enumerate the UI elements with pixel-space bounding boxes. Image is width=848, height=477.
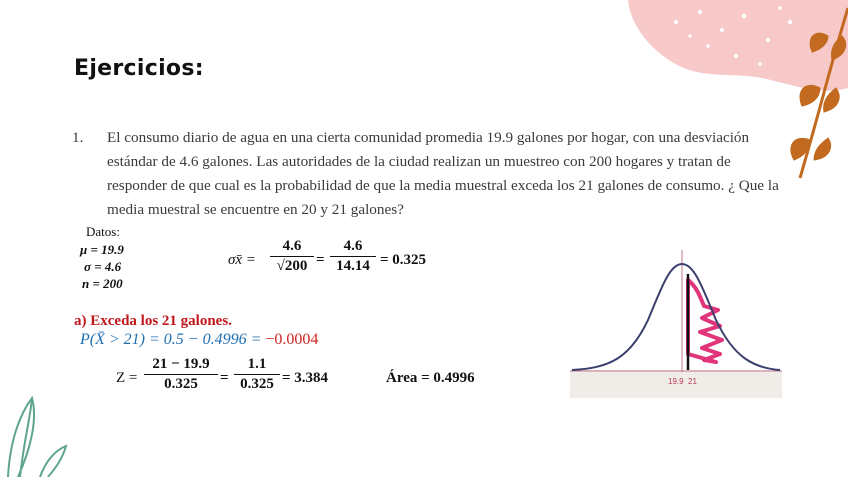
datos-mu: μ = 19.9 [80, 242, 124, 257]
equals-sign: = [220, 370, 229, 386]
normal-curve-image [570, 250, 782, 398]
green-leaf-outline [8, 398, 66, 477]
fraction-denominator: 14.14 [336, 258, 370, 274]
z-fraction-2 [234, 356, 280, 393]
probability-expression-main: P(X̄ > 21) = 0.5 − 0.4996 = [80, 331, 266, 348]
fraction-numerator: 21 − 19.9 [152, 356, 210, 372]
z-fraction-1 [144, 356, 218, 393]
sigma-fraction-1 [270, 238, 314, 275]
datos-n: n = 200 [82, 276, 123, 291]
fraction-bar [144, 374, 218, 375]
equals-sign: = [316, 252, 325, 268]
probability-expression [80, 331, 318, 349]
fraction-bar [330, 256, 376, 257]
fraction-numerator: 4.6 [343, 238, 363, 254]
normal-curve-svg [570, 250, 782, 398]
problem-text: El consumo diario de agua en una cierta comunidad promedia 19.9 galones por hogar, con una desviación estándar de 4.6 galones. Las autoridades de la ciudad realizan un muestreo con 200 hogares y tratan de responder de que cual es la probabilidad de que la media muestral exceda los 21 galones de consumo. ¿ Que la media muestral se encuentre en 20 y 21 galones? [107, 129, 779, 218]
slide-title: Ejercicios: [74, 56, 204, 81]
fraction-denominator: 0.325 [240, 376, 274, 392]
z-result: = 3.384 [282, 370, 329, 386]
probability-result: −0.0004 [265, 331, 319, 348]
z-lhs: Z = [116, 370, 138, 386]
part-a-heading: a) Exceda los 21 galones. [74, 313, 232, 329]
x21-tick-label: 21 [688, 377, 697, 386]
sigma-xbar-lhs: σx̄ = [228, 252, 256, 268]
fraction-bar [234, 374, 280, 375]
area-result: Área = 0.4996 [386, 370, 475, 386]
sigma-xbar-result: = 0.325 [380, 252, 427, 268]
fraction-denominator: √200 [276, 258, 308, 274]
problem-number: 1. [72, 129, 84, 146]
fraction-numerator: 4.6 [282, 238, 302, 254]
mean-tick-label: 19.9 [668, 377, 684, 386]
datos-sigma: σ = 4.6 [84, 259, 122, 274]
fraction-bar [270, 256, 314, 257]
datos-label: Datos: [86, 224, 120, 239]
fraction-numerator: 1.1 [247, 356, 267, 372]
fraction-denominator: 0.325 [164, 376, 198, 392]
sigma-fraction-2 [330, 238, 376, 275]
